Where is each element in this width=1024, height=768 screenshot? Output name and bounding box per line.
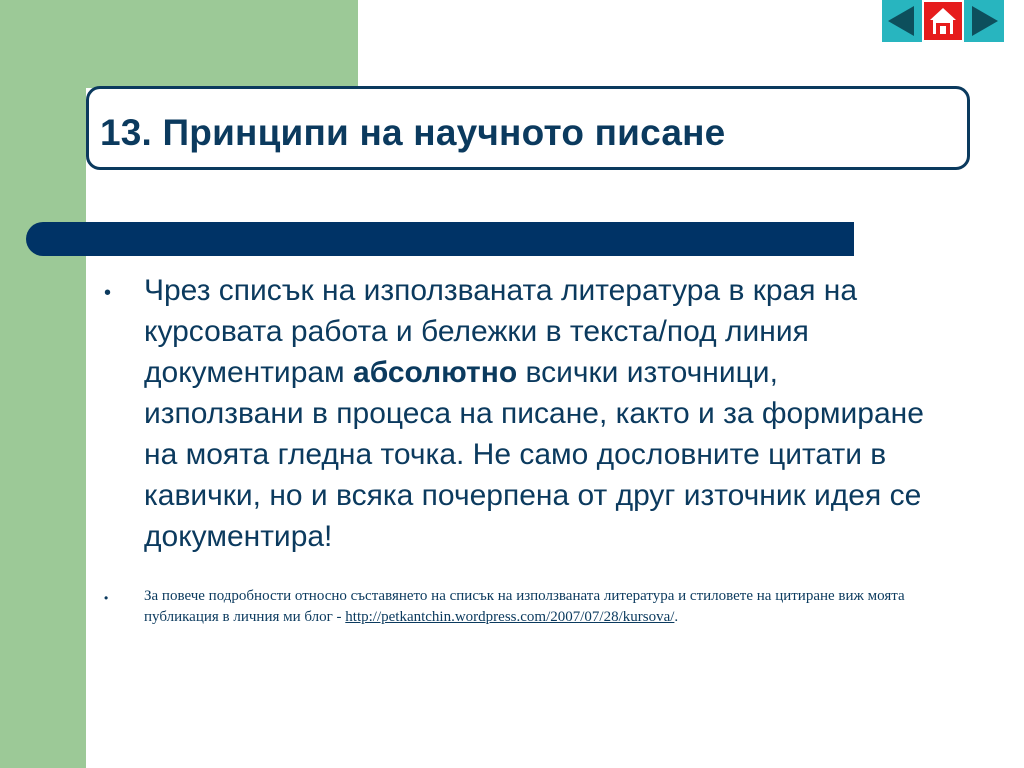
next-slide-button[interactable] bbox=[964, 0, 1004, 42]
decorative-green-band-left bbox=[0, 0, 86, 768]
main-paragraph bbox=[144, 270, 944, 557]
bullet-marker: • bbox=[104, 282, 112, 304]
footnote-suffix: . bbox=[674, 609, 679, 625]
home-icon bbox=[924, 2, 962, 40]
arrow-right-icon bbox=[964, 0, 1004, 42]
footnote-text: За повече подробности относно съставянето на списък на използваната литература и стиловете на цитиране виж моята публикация в личния ми блог - bbox=[144, 588, 905, 625]
blog-link[interactable]: http://petkantchin.wordpress.com/2007/07/28/kursova/ bbox=[345, 609, 675, 625]
previous-slide-button[interactable] bbox=[882, 0, 922, 42]
main-text-end: всички източници, използвани в процеса на писане, както и за формиране на моята гледна точка. Не само дословните цитати в кавички, но и всяка почерпена от друг източник идея се документира! bbox=[144, 356, 924, 553]
bullet-marker-small: • bbox=[104, 591, 109, 605]
main-text-bold: абсолютно bbox=[353, 356, 518, 389]
arrow-left-icon bbox=[882, 0, 922, 42]
footnote-paragraph bbox=[144, 586, 944, 628]
decorative-navy-bar bbox=[26, 222, 854, 256]
main-text-start: Чрез списък на използваната литература в края на курсовата работа и бележки в текста/под линия документирам bbox=[144, 274, 858, 389]
navigation-bar bbox=[882, 0, 1004, 42]
slide-title: 13. Принципи на научното писане bbox=[100, 112, 726, 153]
home-button[interactable] bbox=[922, 0, 964, 42]
